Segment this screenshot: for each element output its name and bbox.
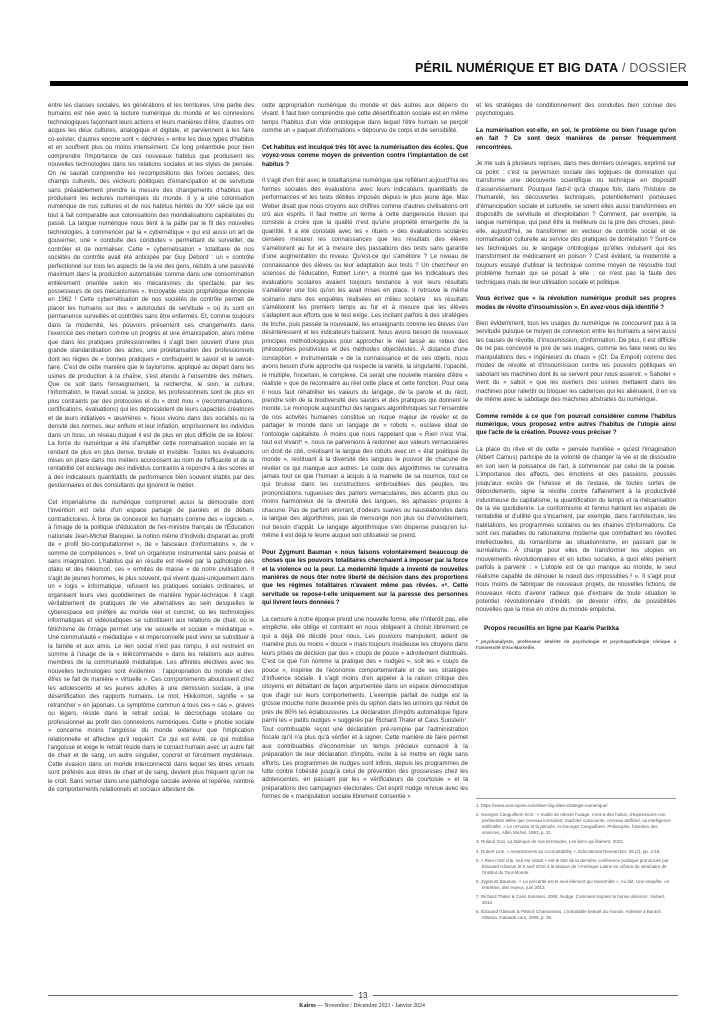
author-affiliation: * psychanalyste, professeur émérite de psychologie et psychopathologie clinique à l'Université d'Aix-Marseille. [476, 639, 676, 651]
page-number: 13 [358, 990, 368, 1000]
footnote: 3. Roland Gori, La fabrique de nos servitudes, Les liens qui libèrent, 2023. [476, 839, 624, 845]
header-section: DOSSIER [629, 61, 687, 75]
issue-date: — Novembre / Décembre 2023 - Janvier 2024 [315, 1003, 425, 1009]
paragraph: entre les classes sociales, les générations et les territoires. Une partie des humains est née avec la lecture numérique du monde et les connexions technologiques façonnant leurs actions et leurs manières d'être, d'autres ont acquis les deux cultures, analogique et digitale, et parviennent à les faire co-exister, d'autres encore sont « déchirés » entre les deux types d'habitus et en souffrent plus ou moins intensément. Ce long préambule pour bien comprendre l'importance de ces nouveaux habitus que produisent les nouvelles technologies dans les relations sociales et les styles de pensée. On ne saurait comprendre les recompositions des forces sociales, des champs culturels, des vecteurs politiques d'émancipation et de servitude sans préalablement prendre la mesure des changements d'habitus que produisent les lectures numériques du monde. Il y a une colonisation numérique de nos cultures et de nos habitus hérités du XXᵉ siècle qui est tout à fait comparable aux colonisations des mondialisations capitalistes du passé. La langue numérique nous tient à la patte par le fil des nouvelles technologies, à commencer par la « cybernétique » qui est aussi un art de gouverner, une « conduite des conduites » permettant de surveiller, de contrôler et de normaliser. Cette « cybernétisation » totalitaire de nos sociétés de contrôle avait été anticipée par Guy Debord : un « contrôle perfectionné sur tous les aspects de la vie des gens, réduits à une passivité maximum dans la production automatisée comme dans une consommation entièrement orientée selon les mécanismes du spectacle, par les possesseurs de ces mécanismes ». Incroyable vision prophétique énoncée en 1962 ! Cette cybernétisation de nos sociétés de contrôle permet de placer les humains sur des « autoroutes de servitude » où ils sont en permanence surveillés et contrôlés sans être enfermés. Et, comme toujours dans la modernité, les pouvoirs présentent ces changements dans l'exercice des métiers comme un progrès et une émancipation, alors même que dans les pratiques professionnelles il s'agit bien souvent d'une plus grande standardisation des actes, une prolétarisation des professionnels dont les règles de « bonnes pratiques » confisquent le savoir et le savoir-faire. C'est de cette manière que le taylorisme, appliqué au départ dans les usines de production à la chaîne, s'est étendu à l'ensemble des métiers. Que ce soit dans l'enseignement, la recherche, le soin, la culture, l'information, le travail social, la justice, les professionnels sont de plus en plus contraints par des protocoles et du « droit mou » (recommandations, certifications, évaluations) qui les dépossèdent de leurs capacités créatrices et de leurs initiatives « œuvrières ». Nous vivons dans des sociétés où la densité des normes, leur enflure et leur inflation, emprisonnent les individus dans un tissu, un réseau duquel il est de plus en plus difficile de se libérer. La force du numérique a été d'amplifier cette normalisation sociale en la rendant de plus en plus dense, brutale et invisible. Toutes les évaluations mises en place dans nos métiers accroissent au nom de l'efficacité et de la rentabilité cet esclavage des individus contraints à répondre à des scores et à des indicateurs quantitatifs de performance bien souvent établis par des gestionnaires et des consultants qui ignorent le métier. [48, 102, 254, 490]
footnote: 4. Robert Linn, « Assessments an Accountability », Educational Researcher, 29 (2), pp. 4-16. [476, 848, 661, 854]
footnote: 2. Georges Canguilhem écrit : « Inutile de relever l'usage, c'est-à-dire l'abus, d'expressions non pertinentes telles que cerveau conscient, machine consciente, cerveau artificiel, ou intelligence artificielle. » Le cerveau et la pensée, in Georges Canguilhem. Philosophe, historien des sciences, Albin Michel, 1993, p. 21. [476, 812, 671, 836]
running-header [415, 61, 687, 75]
footnote: 5. « Rien n'est vrai, tout est vivant » est le titre de la dernière conférence publique prononcée par Édouard Glissant le 8 avril 2010 à la Maison de l'Amérique Latine en clôture du séminaire de l'Institut du Tout-Monde. [476, 857, 669, 875]
footnote: 8. Édouard Glissant & Patrick Chamoiseau, L'intraitable beauté du monde. Adresse à Barack Obama, Galaade.com, 2009, p. 35. [476, 909, 661, 921]
footer-rule-right [373, 995, 678, 996]
interview-question: Pour Zygmunt Bauman « nous faisons volontairement beaucoup de choses que les pouvoirs totalitaires cherchaient à imposer par la force et la violence ou la peur. La modernité liquide a inventé de nouvelles manières de nous ôter notre liberté de décision dans des proportions que les régimes totalitaires n'avaient même pas rêvées. »⁶. Cette servitude se repose-t-elle uniquement sur la paresse des personnes qui livrent leurs données ? [262, 548, 468, 607]
header-rule [50, 81, 688, 86]
footnote: 7. Richard Thaler & Cass Sunstein, 2008, Nudge. Comment inspirer la bonne décision, Vuibert, 2010. [476, 894, 666, 906]
paragraph: La censure à notre époque prend une nouvelle forme, elle n'interdit pas, elle empêche, elle oblige et contraint en nous obligeant à choisir librement ce qui a déjà été décidé pour nous. Les pouvoirs manipulent, aident de manière plus ou moins « douce » mais toujours insidieuse les citoyens dans leurs prises de décision par des « coups de pouce » adroitement distribués. C'est ce que l'on nomme la pratique des « nudges », soit les « coups de pouce », inspirée de l'économie comportementale et de ses stratégies d'influence sociale. Il s'agit moins d'en appeler à la raison critique des citoyens en débattant de façon argumentée dans un espace démocratique que d'agir sur leurs comportements. L'exemple parfait de nudge est la grosse mouche noire dessinée près du siphon dans les urinoirs qui réduit de près de 80% les éclaboussures. La déclaration d'impôts automatique figure parmi les « petits nudges » suggérés par Richard Thaler et Cass Sunstein⁷. Tout contribuable reçoit une déclaration pré-remplie par l'administration fiscale qu'il n'a plus qu'à vérifier et à signer. Cette manière de faire permet aux contribuables d'économiser un temps précieux consacré à la préparation de leur déclaration d'impôts, incite à se mettre en règle sans efforts. Les programmes de nudges sont infinis, depuis les programmes de lutte contre l'obésité jusqu'à celui de prévention des grossesses chez les adolescentes, en passant par les « vérificateurs de courtoisie » et la préparations des campagnes électorales. Cet esprit nudge renoue avec les formes de « manipulation sociale librement consentie » [262, 615, 468, 801]
interview-credit: Propos recueillis en ligne par Kaarle Parikka [484, 624, 619, 632]
interview-question: Vous écrivez que « la révolution numérique produit ses propres modes de révolte d'insoumission ». En avez-vous déjà identifié ? [476, 295, 676, 311]
footnotes [476, 803, 676, 925]
footer-rule-left [48, 995, 353, 996]
paragraph: Il s'agit d'en finir avec le totalitarisme numérique que reflètent aujourd'hui les formes sociales des évaluations avec leurs indicateurs quantitatifs de performances et les tests débiles imposés depuis le plus jeune âge. Max Weber disait que nous croyons aux chiffres comme d'autres civilisations ont crû aux esprits. Il faut mettre un terme à cette dangereuse illusion qui consiste à croire que la qualité n'est qu'une propriété émergente de la quantité. Il a été constaté avec les « rituels » des évaluations scolaires censées mesurer les connaissances que les résultats des élèves s'améliorent au fur et à mesure des passations des tests sans garantie d'une augmentation du niveau. Qu'est-ce qui s'améliore ? Le niveau de connaissance des élèves ou leur adaptation aux tests ? Un chercheur en sciences de l'éducation, Robert Linn⁴, a montré que les indicateurs des évaluations scolaires avaient toujours tendance à voir leurs résultats s'améliorer une fois qu'on les avait mises en place. Il retrouve le même scénario dans des enquêtes réalisées en milieu scolaire : les résultats s'améliorent les premiers temps au fur et à mesure que les élèves s'adaptent aux efforts que le test exige. Les incitant parfois à des stratégies de triche, puis passée la nouveauté, les enseignants comme les élèves s'en désintéressent et les indicateurs baissent. Nous avons besoin de nouveaux principes méthodologiques pour approcher le réel laissé au rebus des philosophies positivistes et des méthodes objectivistes. À distance d'une conception « instrumentale » de la connaissance et de ses objets, nous avons besoin d'une approche qui respecte la variété, la singularité, l'opacité, le multiple, l'incertain, le complexe. Ce serait une nouvelle manière d'être « réaliste » que de reconnaitre au réel cette place et cette fonction. Pour cela il nous faut réhabiliter les valeurs du langage, de la parole et du récit, prendre soin de la biodiversité des savoirs et des pratiques qui donnent le monde. Le monopole aujourd'hui des langues algorithmiques sur l'ensemble de nos activités humaines constitue un risque majeur de révéler et de partager le monde dans un langage de « robots », esclave idéal de l'ontologie capitaliste. À moins que nous rappelant que « Rien n'est Vrai, tout est vivant⁵ », nous ne parvenions à redonner aux valeurs vernaculaires un droit de cité, créolisant la langue des robots avec un « état poétique du monde », restituant à la diversité des langues le pouvoir de chacune de révéler ce qui manque aux autres. Le code des algorithmes ne connaitra jamais tout ce que l'humain a acquis à la mamelle de sa nourrice, tout ce qui bruisse dans les constructions embrouillées des peuples, les prononciations rugueuses des parlers vernaculaires, des accents plus ou moins harmonieux de la diversité des langues, les aphasies propres à chacune. Pas de parfum enivrant, d'odeurs suaves ou nauséabondes dans la langue des algorithmes, pas de mensonge non plus ou d'envoûtement, nul besoin d'appât. Le langage algorithmique s'en dispense puisqu'en lui-même il est déjà le leurre auquel son utilisateur se prend. [262, 177, 468, 540]
page-number-row [48, 990, 678, 1000]
paragraph: Bien évidemment, tous les usages du numérique ne concourent pas à la servitude puisque ce moyen de connexion entre les humains a servi aussi les causes de révolte, d'insoumission, d'information. De plus, il est difficile de ne pas concevoir le pire de ses usages, comme les fake news ou les manipulations des « ingénieurs du chaos » (Cf. Da Empoli) comme des modes de révolte et d'insoumission contre les pouvoirs politiques en sabotant les machines dont ils se servent pour nous asservir. « Saboter » vient du « sabot » que les ouvriers des usines mettaient dans les machines pour ralentir ou bloquer les cadences qui les aliénaient. Il en va de même avec le sabotage des machines abstraites du numérique. [476, 319, 676, 404]
paragraph: cette appropriation numérique du monde et des autres aux dépens du vivant. Il faut bien comprendre que cette désertification sociale est en même temps l'habitus d'un vide ontologique dans lequel l'être humain se perçoit comme un « paquet d'informations » dépourvu de corps et de sensibilité. [262, 102, 468, 135]
interview-question: Comme remède à ce que l'on pourrait considérer comme l'habitus numérique, vous proposez entre autres l'habitus de l'utopie ainsi que l'acte de la création. Pouvez-vous préciser ? [476, 412, 676, 437]
column-2 [262, 102, 468, 810]
interview-question: Cet habitus est inculqué très tôt avec la numérisation des écoles. Que voyez-vous comme moyen de prévention contre l'implantation de cet habitus ? [262, 143, 468, 168]
column-1 [48, 102, 254, 803]
header-separator: / [618, 61, 630, 75]
paragraph: Cet impérialisme du numérique compromet aussi la démocratie dont l'invention est celui d'un espace partagé de paroles et de débats contradictoires. À force de concevoir les humains comme des « logiciels », à l'image de la politique d'éducation de l'ex-ministre français de l'Éducation nationale Jean-Michel Blanquer, la notion même d'individu disparait au profit de « profil bio-computationnel », de « faisceaux d'informations », de « somme de compétences », bref un organisme instrumental sans poésie et sans imagination. L'habitus qui en résulte est révélé par la pathologie des otaku et des hikkimori, ces « ermites de masse » de notre civilisation. Il s'agit de jeunes hommes, le plus souvent, qui vivent quasi-uniquement dans un « logis » informatique, refusent les pratiques sociales ordinaires, et organisent leurs vies quotidiennes de manière hyper-technique. Il s'agit véritablement de pratiques de vie alternatives au sein desquelles le cyberespace est préféré au monde réel et concret, où les technologies informatiques et vidéoludiques se substituent aux relations de chair, où le fétichisme de l'image permet une vie sexuelle et sociale « médiatique ». Une communauté « médiatique » et impersonnelle peut venir se substituer à la famille et aux amis. Le lien social n'est pas rompu, il est restreint en somme à l'usage de la « télécommande » dans les relations aux autres membres de la communauté médiatique. Les affinités électives avec les nouvelles technologies sont évidentes : l'appropriation du monde et des êtres se fait de manière « virtuelle ». Ces comportements aboutissent chez les adolescents et les jeunes adultes à une démission sociale, à une désertification des rapports humains. Le mot, Hikikomori, signifie « se retrancher » en japonais, Le symptôme commun à tous ces « cas », graves ou légers, réside dans le retrait social, le décrochage scolaire ou professionnel au profit des connexions numériques. Cette « phobie sociale » concerne moins l'angoisse du monde extérieur que l'implication relationnelle et affective qu'il requiert. Ce qui est évité, ce qui mobilise l'angoisse et exige le retrait réside dans le contact humain avec un autre fait de chair et de sang, un autre singulier, concret et forcément mystérieux. Cette évasion dans un monde interconnecté dans lequel les êtres virtuels sont préférés aux êtres de chair et de sang, devient plus fréquent qu'on ne le croit. Sans verser dans une pathologie sociale avérée et repérée, nombre de comportements relationnels et sociaux attestent de [48, 498, 254, 794]
header-title: PÉRIL NUMÉRIQUE ET BIG DATA [414, 61, 619, 75]
footnote[interactable]: 1. https://www.acxiospme.ca/utiliser-big-data-strategie-numerique/ [476, 803, 608, 808]
footnotes-rule [476, 798, 676, 799]
interview-question: La numérisation est-elle, en soi, le problème ou bien l'usage qu'on en fait ? Ce sont deux manières de penser fréquemment rencontrées. [476, 126, 676, 151]
paragraph: La place du rêve et de cette « pensée humiliée » qu'est l'imagination (Albert Camus) participe de la volonté de changer la vie et de dissoudre en son sein la puissance de l'art, à commencer par celui de la poésie. L'importance des affects, des émotions et des passions, poussés jusqu'aux excès de l'ivresse et de l'extase, de toutes sortes de débordements, signe la révolte contre l'affairement à la productivité industrieuse du capitalisme, la quantification du temps et la mécanisation de la vie quotidienne. Le conformisme et l'ennui hantent les espaces de rentabilité et d'utilité qui s'incarnent, par exemple, dans l'architecture, les habitations, les programmes scolaires ou les chaines d'informations. Ce sont ces maladies du rationalisme moderne que combattent les révoltes intellectuelles, du romantisme au situationnisme, en passant par le surréalisme. À charge pour elles de transformer les utopies en mouvements révolutionnaires et en luttes sociales, à quoi elles peinent parfois à parvenir : « L'utopie est ce qui manque au monde, le seul réalisme capable de dénouer le nœud des impossibles.⁸ ». Il s'agit pour nous moins de fabriquer de nouveaux projets, de nouvelles fictions, de nouveaux récits d'avenir radieux que d'extraire de toute situation le potentiel révolutionnaire d'inédit, de devenir infini, de possibilités nouvelles que la mise en ordre du monde empêche. [476, 445, 676, 614]
footer [0, 1003, 724, 1009]
magazine-name: Kairos [299, 1003, 316, 1009]
column-3 [476, 102, 676, 651]
paragraph: Je me suis à plusieurs reprises, dans mes derniers ouvrages, exprimé sur ce point : c'est la perversion sociale des logiques de domination qui transforme une découverte scientifique ou technique en dispositif d'asservissement. Pourquoi faut-il qu'à chaque fois, dans l'histoire de l'humanité, les découvertes techniques, potentiellement porteuses d'émancipation sociale et culturelle, se soient elles aussi transformées en dispositifs de servitude et d'exploitation ? Comment, par exemple, la langue numérique, qui peut être la meilleure ou la pire des choses, peut-elle, aujourd'hui, se transformer en vecteur de contrôle social et de normalisation culturelle au service des pratiques de domination ? Sont-ce les techniques ou le langage ontologique qu'elles induisent qui les transforment de médicament en poison ? C'est évident, la modernité a toujours essayé d'utiliser la technique comme moyen de résoudre tout problème humain qui se posait à elle ; ce n'est pas la faute des techniques mais de leur utilisation sociale et politique. [476, 160, 676, 286]
footnote: 6. Zygmunt Bauman, « La précarité est le seul élément qui rassemble », Au fait. Une enquête, un entretien, des enjeux, juin 2013. [476, 878, 670, 890]
paragraph: et les stratégies de conditionnement des conduites bien connue des psychologues. [476, 102, 676, 118]
